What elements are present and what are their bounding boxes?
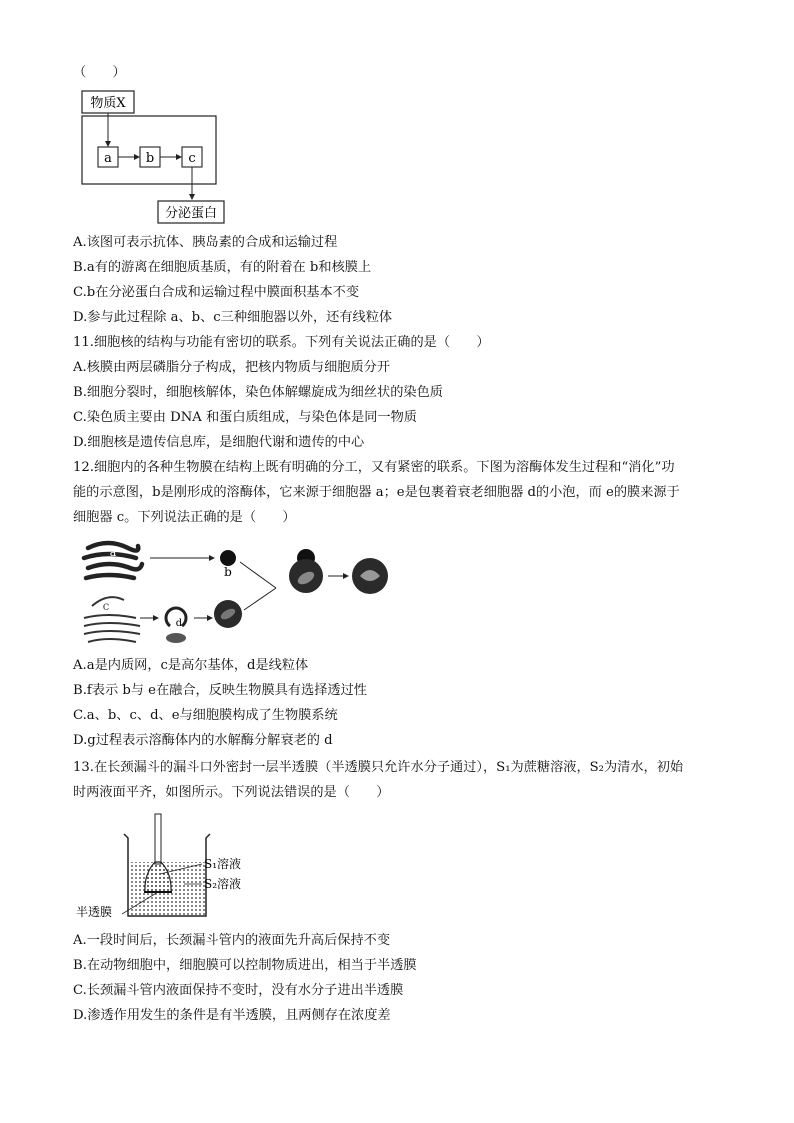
q12-label-d: d: [175, 618, 183, 629]
q13-funnel-tube: [155, 814, 161, 864]
q11-option-b: B.细胞分裂时，细胞核解体，染色体解螺旋成为细丝状的染色质: [73, 385, 443, 400]
q12-stem-line1: 12.细胞内的各种生物膜在结构上既有明确的分工，又有紧密的联系。下图为溶酶体发生过程和“消化”功: [73, 460, 675, 475]
q11-option-c: C.染色质主要由 DNA 和蛋白质组成，与染色体是同一物质: [73, 410, 417, 425]
q12-label-b: b: [224, 565, 232, 579]
q13-option-d: D.渗透作用发生的条件是有半透膜，且两侧存在浓度差: [73, 1008, 391, 1023]
q11-option-a: A.核膜由两层磷脂分子构成，把核内物质与细胞质分开: [73, 360, 391, 375]
q10-option-b: B.a有的游离在细胞质基质，有的附着在 b和核膜上: [73, 260, 372, 275]
q10-label-b: b: [145, 151, 155, 166]
q11-stem: 11.细胞核的结构与功能有密切的联系。下列有关说法正确的是（ ）: [73, 335, 490, 350]
q13-option-b: B.在动物细胞中，细胞膜可以控制物质进出，相当于半透膜: [73, 958, 417, 973]
q12-option-b: B.f表示 b与 e在融合，反映生物膜具有选择透过性: [73, 683, 367, 698]
q13-option-c: C.长颈漏斗管内液面保持不变时，没有水分子进出半透膜: [73, 983, 404, 998]
q10-label-a: a: [104, 151, 112, 166]
q11-option-d: D.细胞核是遗传信息库，是细胞代谢和遗传的中心: [73, 435, 365, 450]
q10-option-d: D.参与此过程除 a、b、c三种细胞器以外，还有线粒体: [73, 310, 393, 325]
q10-option-c: C.b在分泌蛋白合成和运输过程中膜面积基本不变: [73, 285, 360, 300]
q10-paren: （ ）: [73, 65, 126, 80]
q13-osmosis-diagram: [74, 812, 294, 924]
q10-out-label: 分泌蛋白: [164, 206, 218, 221]
q10-x-label: 物质X: [90, 96, 126, 111]
q10-label-c: c: [188, 151, 196, 166]
q12-organelle-c: [84, 597, 140, 642]
q12-option-d: D.g过程表示溶酶体内的水解酶分解衰老的 d: [73, 733, 333, 748]
q13-option-a: A.一段时间后，长颈漏斗管内的液面先升高后保持不变: [73, 933, 391, 948]
q12-mitochondrion-d: [166, 633, 186, 643]
q12-option-c: C.a、b、c、d、e与细胞膜构成了生物膜系统: [73, 708, 338, 723]
q12-option-a: A.a是内质网，c是高尔基体，d是线粒体: [73, 658, 309, 673]
q10-secretion-diagram: [78, 88, 238, 228]
q12-lysosome-b: [220, 550, 236, 566]
q13-label-membrane: 半透膜: [76, 905, 113, 919]
q12-stem-line2: 能的示意图，b是刚形成的溶酶体，它来源于细胞器 a；e是包裹着衰老细胞器 d的小泡，而 e的膜来源于: [73, 485, 680, 500]
q13-label-s2: S₂溶液: [204, 877, 242, 891]
q12-lysosome-diagram: [78, 536, 398, 652]
q12-label-a: a: [109, 546, 117, 559]
q12-label-c: c: [102, 599, 110, 613]
q12-stem-line3: 细胞器 c。下列说法正确的是（ ）: [73, 510, 296, 525]
q13-stem-line2: 时两液面平齐，如图所示。下列说法错误的是（ ）: [73, 785, 390, 800]
q13-stem-line1: 13.在长颈漏斗的漏斗口外密封一层半透膜（半透膜只允许水分子通过），S₁为蔗糖溶液，S₂为清水，初始: [73, 760, 684, 775]
q13-label-s1: S₁溶液: [204, 857, 242, 871]
q10-option-a: A.该图可表示抗体、胰岛素的合成和运输过程: [73, 235, 338, 250]
